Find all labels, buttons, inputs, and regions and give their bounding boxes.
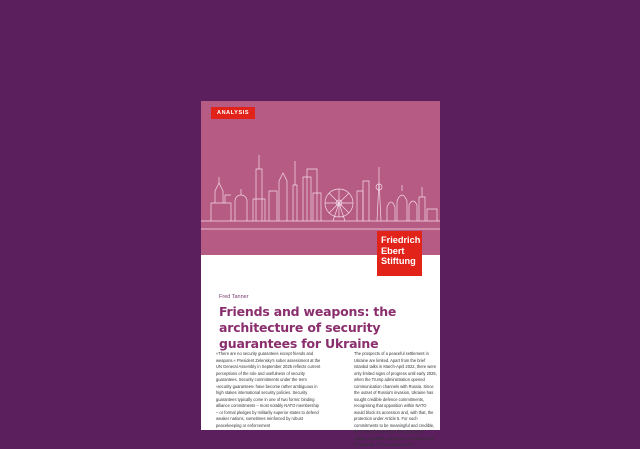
- body-column-right: The prospects of a peaceful settlement in Ukraine are limited. Apart from the brief Istanbul talks in March-April 2022, there were only limited signs of progress until early 2025, when the Trump administration opened communication channels with Russia. Since the outset of Russia's invasion, Ukraine has sought credible defence commitments, recognising that opposition within NATO would block its accession and, with that, the protection under Article 5. For such commitments to be meaningful and credible, they must demonstrate the guarantor's military capability, willingness and alignment of interests. From a Western per-: [354, 351, 437, 447]
- fes-logo: [377, 231, 422, 276]
- document-title: Friends and weapons: the architecture of security guarantees for Ukraine: [219, 304, 397, 351]
- logo-line-2: Ebert: [381, 245, 405, 256]
- logo-line-1: Friedrich: [381, 235, 421, 245]
- analysis-tag: ANALYSIS: [211, 107, 255, 119]
- body-column-left: »There are no security guarantees except friends and weapons.« President Zelensky's sober assessment at the UN General Assembly in September 2025 reflects current perceptions of the role and usefulness of security guarantees. Security commitments under the term ›security guarantees‹ have become rather ambiguous in high stakes international security policies. Security guarantees typically come in one of two forms: binding alliance commitments – most notably NATO membership – or formal pledges by militarily superior states to defend weaker nations, sometimes reinforced by robust peacekeeping or enforcement: [216, 351, 321, 428]
- author-name: Fred Tanner: [219, 294, 249, 300]
- document-page: [201, 101, 440, 447]
- logo-line-3: Stiftung: [381, 256, 416, 266]
